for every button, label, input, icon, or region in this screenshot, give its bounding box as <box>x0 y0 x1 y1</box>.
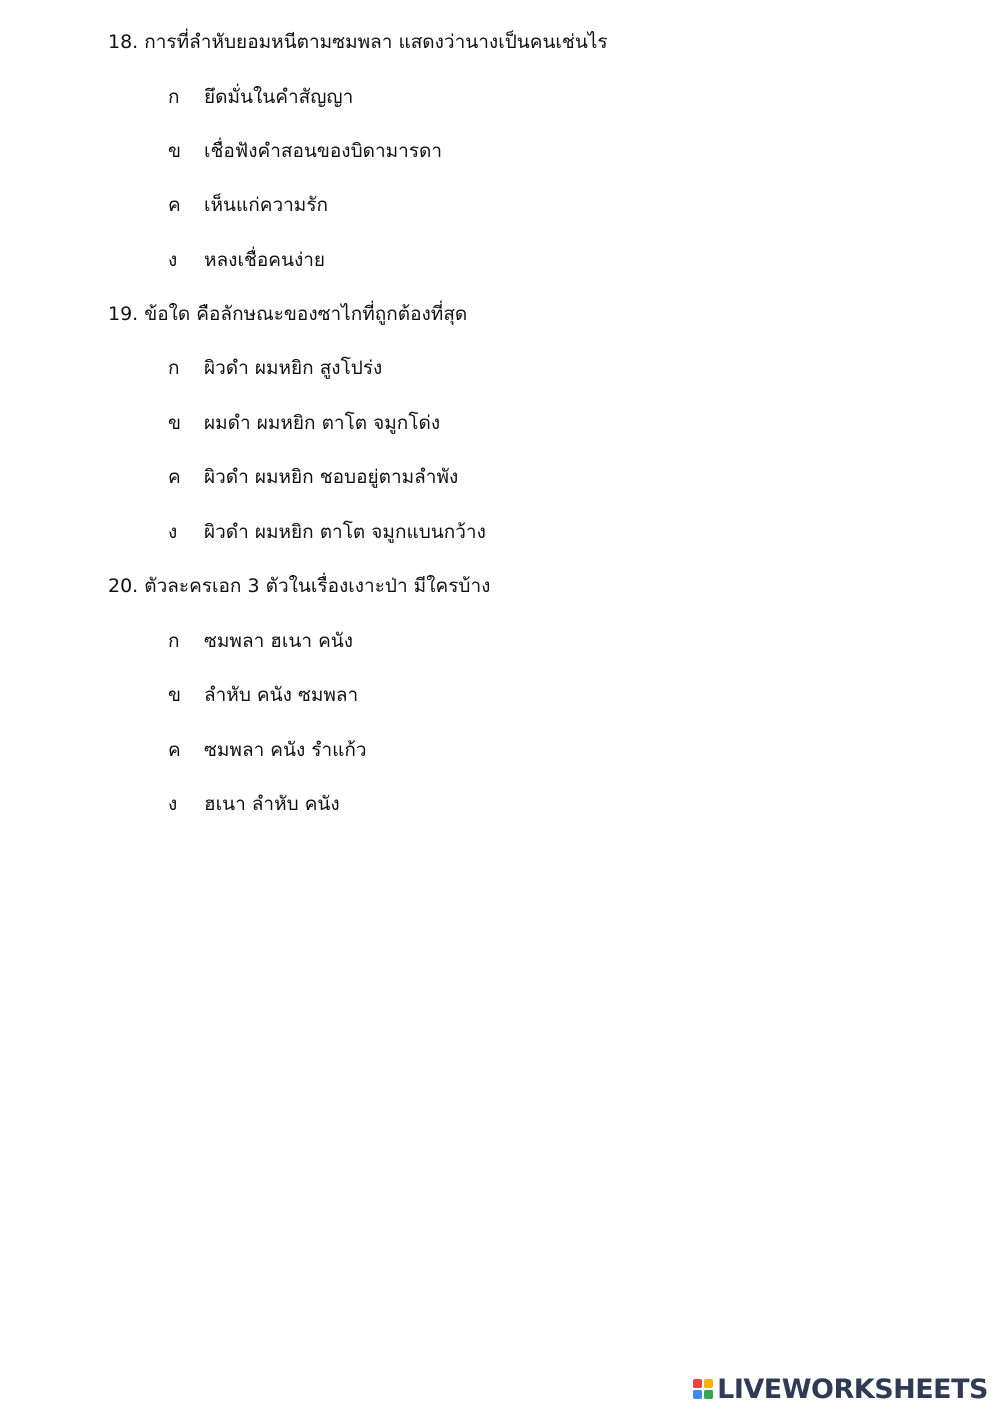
option-18-a <box>168 84 353 110</box>
option-letter: ข <box>168 412 181 434</box>
logo-square-red <box>693 1379 702 1388</box>
option-20-c <box>168 737 367 763</box>
option-letter: ค <box>168 194 181 216</box>
option-text: ซมพลา คนัง รำแก้ว <box>204 739 367 761</box>
option-letter: ก <box>168 86 180 108</box>
option-19-d <box>168 519 486 545</box>
logo-text: LIVEWORKSHEETS <box>717 1373 988 1405</box>
option-text: ยึดมั่นในคำสัญญา <box>204 86 354 108</box>
question-19: 19. ข้อใด คือลักษณะของซาไกที่ถูกต้องที่สุด <box>108 303 468 325</box>
option-text: ผิวดำ ผมหยิก ตาโต จมูกแบนกว้าง <box>204 521 486 543</box>
question-18: 18. การที่ลำหับยอมหนีตามซมพลา แสดงว่านางเป็นคนเช่นไร <box>108 31 608 53</box>
option-letter: ง <box>168 793 178 815</box>
option-text: ผิวดำ ผมหยิก ชอบอยู่ตามลำพัง <box>204 466 459 488</box>
question-20: 20. ตัวละครเอก 3 ตัวในเรื่องเงาะป่า มีใครบ้าง <box>108 575 491 597</box>
option-letter: ค <box>168 739 181 761</box>
option-text: ฮเนา ลำหับ คนัง <box>204 793 340 815</box>
option-text: ผมดำ ผมหยิก ตาโต จมูกโด่ง <box>204 412 441 434</box>
option-19-a <box>168 355 382 381</box>
option-text: ผิวดำ ผมหยิก สูงโปร่ง <box>204 357 383 379</box>
option-text: เชื่อฟังคำสอนของบิดามารดา <box>204 140 443 162</box>
option-18-d <box>168 247 325 273</box>
option-letter: ข <box>168 140 181 162</box>
option-19-c <box>168 464 458 490</box>
option-text: ลำหับ คนัง ซมพลา <box>204 684 359 706</box>
option-letter: ง <box>168 249 178 271</box>
option-18-b <box>168 138 442 164</box>
logo-square-blue <box>693 1390 702 1399</box>
option-letter: ก <box>168 357 180 379</box>
option-20-b <box>168 682 358 708</box>
option-letter: ค <box>168 466 181 488</box>
option-text: หลงเชื่อคนง่าย <box>204 249 326 271</box>
option-20-d <box>168 791 340 817</box>
option-19-b <box>168 410 440 436</box>
liveworksheets-logo-icon <box>693 1379 713 1399</box>
option-18-c <box>168 192 328 218</box>
option-text: เห็นแก่ความรัก <box>204 194 329 216</box>
option-letter: ข <box>168 684 181 706</box>
option-letter: ง <box>168 521 178 543</box>
option-text: ซมพลา ฮเนา คนัง <box>204 630 354 652</box>
option-letter: ก <box>168 630 180 652</box>
option-20-a <box>168 628 353 654</box>
liveworksheets-logo[interactable] <box>693 1372 988 1406</box>
logo-square-green <box>704 1390 713 1399</box>
logo-square-yellow <box>704 1379 713 1388</box>
